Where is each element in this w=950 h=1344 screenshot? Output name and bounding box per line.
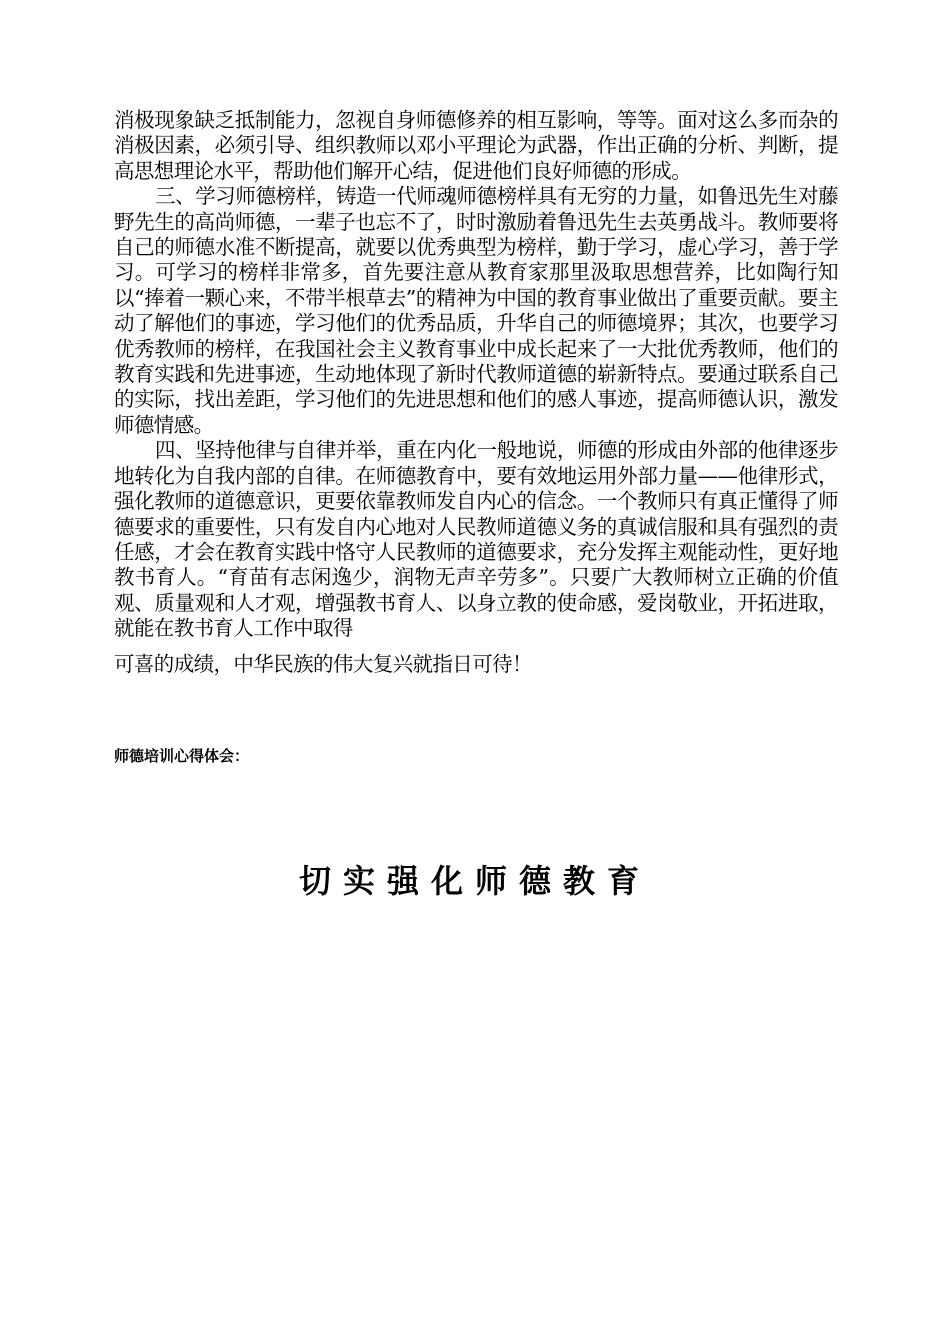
document-title: 切实强化师德教育 (298, 862, 651, 900)
section-caption: 师德培训心得体会： (114, 747, 250, 765)
paragraph-conclusion: 可喜的成绩，中华民族的伟大复兴就指日可待！ (114, 651, 532, 676)
paragraph-self-discipline: 四、坚持他律与自律并举，重在内化一般地说，师德的形成由外部的他律逐步地转化为自我内部的自律。在师德教育中，要有效地运用外部力量——他律形式，强化教师的道德意识，更要依靠教师发自内心的信念。一个教师只有真正懂得了师德要求的重要性，只有发自内心地对人民教师道德义务的真诚信服和具有强烈的责任感，才会在教育实践中恪守人民教师的道德要求，充分发挥主观能动性，更好地教书育人。“育苗有志闲逸少，润物无声辛劳多”。只要广大教师树立正确的价值观、质量观和人才观，增强教书育人、以身立教的使命感，爱岗敬业，开拓进取，就能在教书育人工作中取得 (114, 438, 838, 641)
paragraph-role-models: 三、学习师德榜样，铸造一代师魂师德榜样具有无穷的力量，如鲁迅先生对藤野先生的高尚师德，一辈子也忘不了，时时激励着鲁迅先生去英勇战斗。教师要将自己的师德水准不断提高，就要以优秀典型为榜样，勤于学习，虚心学习，善于学习。可学习的榜样非常多，首先要注意从教育家那里汲取思想营养，比如陶行知以“捧着一颗心来，不带半根草去”的精神为中国的教育事业做出了重要贡献。要主动了解他们的事迹，学习他们的优秀品质，升华自己的师德境界；其次，也要学习优秀教师的榜样，在我国社会主义教育事业中成长起来了一大批优秀教师，他们的教育实践和先进事迹，生动地体现了新时代教师道德的崭新特点。要通过联系自己的实际，找出差距，学习他们的先进思想和他们的感人事迹，提高师德认识，激发师德情感。 (114, 184, 838, 437)
body-text (114, 108, 838, 677)
paragraph-negative-factors: 消极现象缺乏抵制能力，忽视自身师德修养的相互影响，等等。面对这么多而杂的消极因素，必须引导、组织教师以邓小平理论为武器，作出正确的分析、判断，提高思想理论水平，帮助他们解开心结，促进他们良好师德的形成。 (114, 108, 838, 183)
